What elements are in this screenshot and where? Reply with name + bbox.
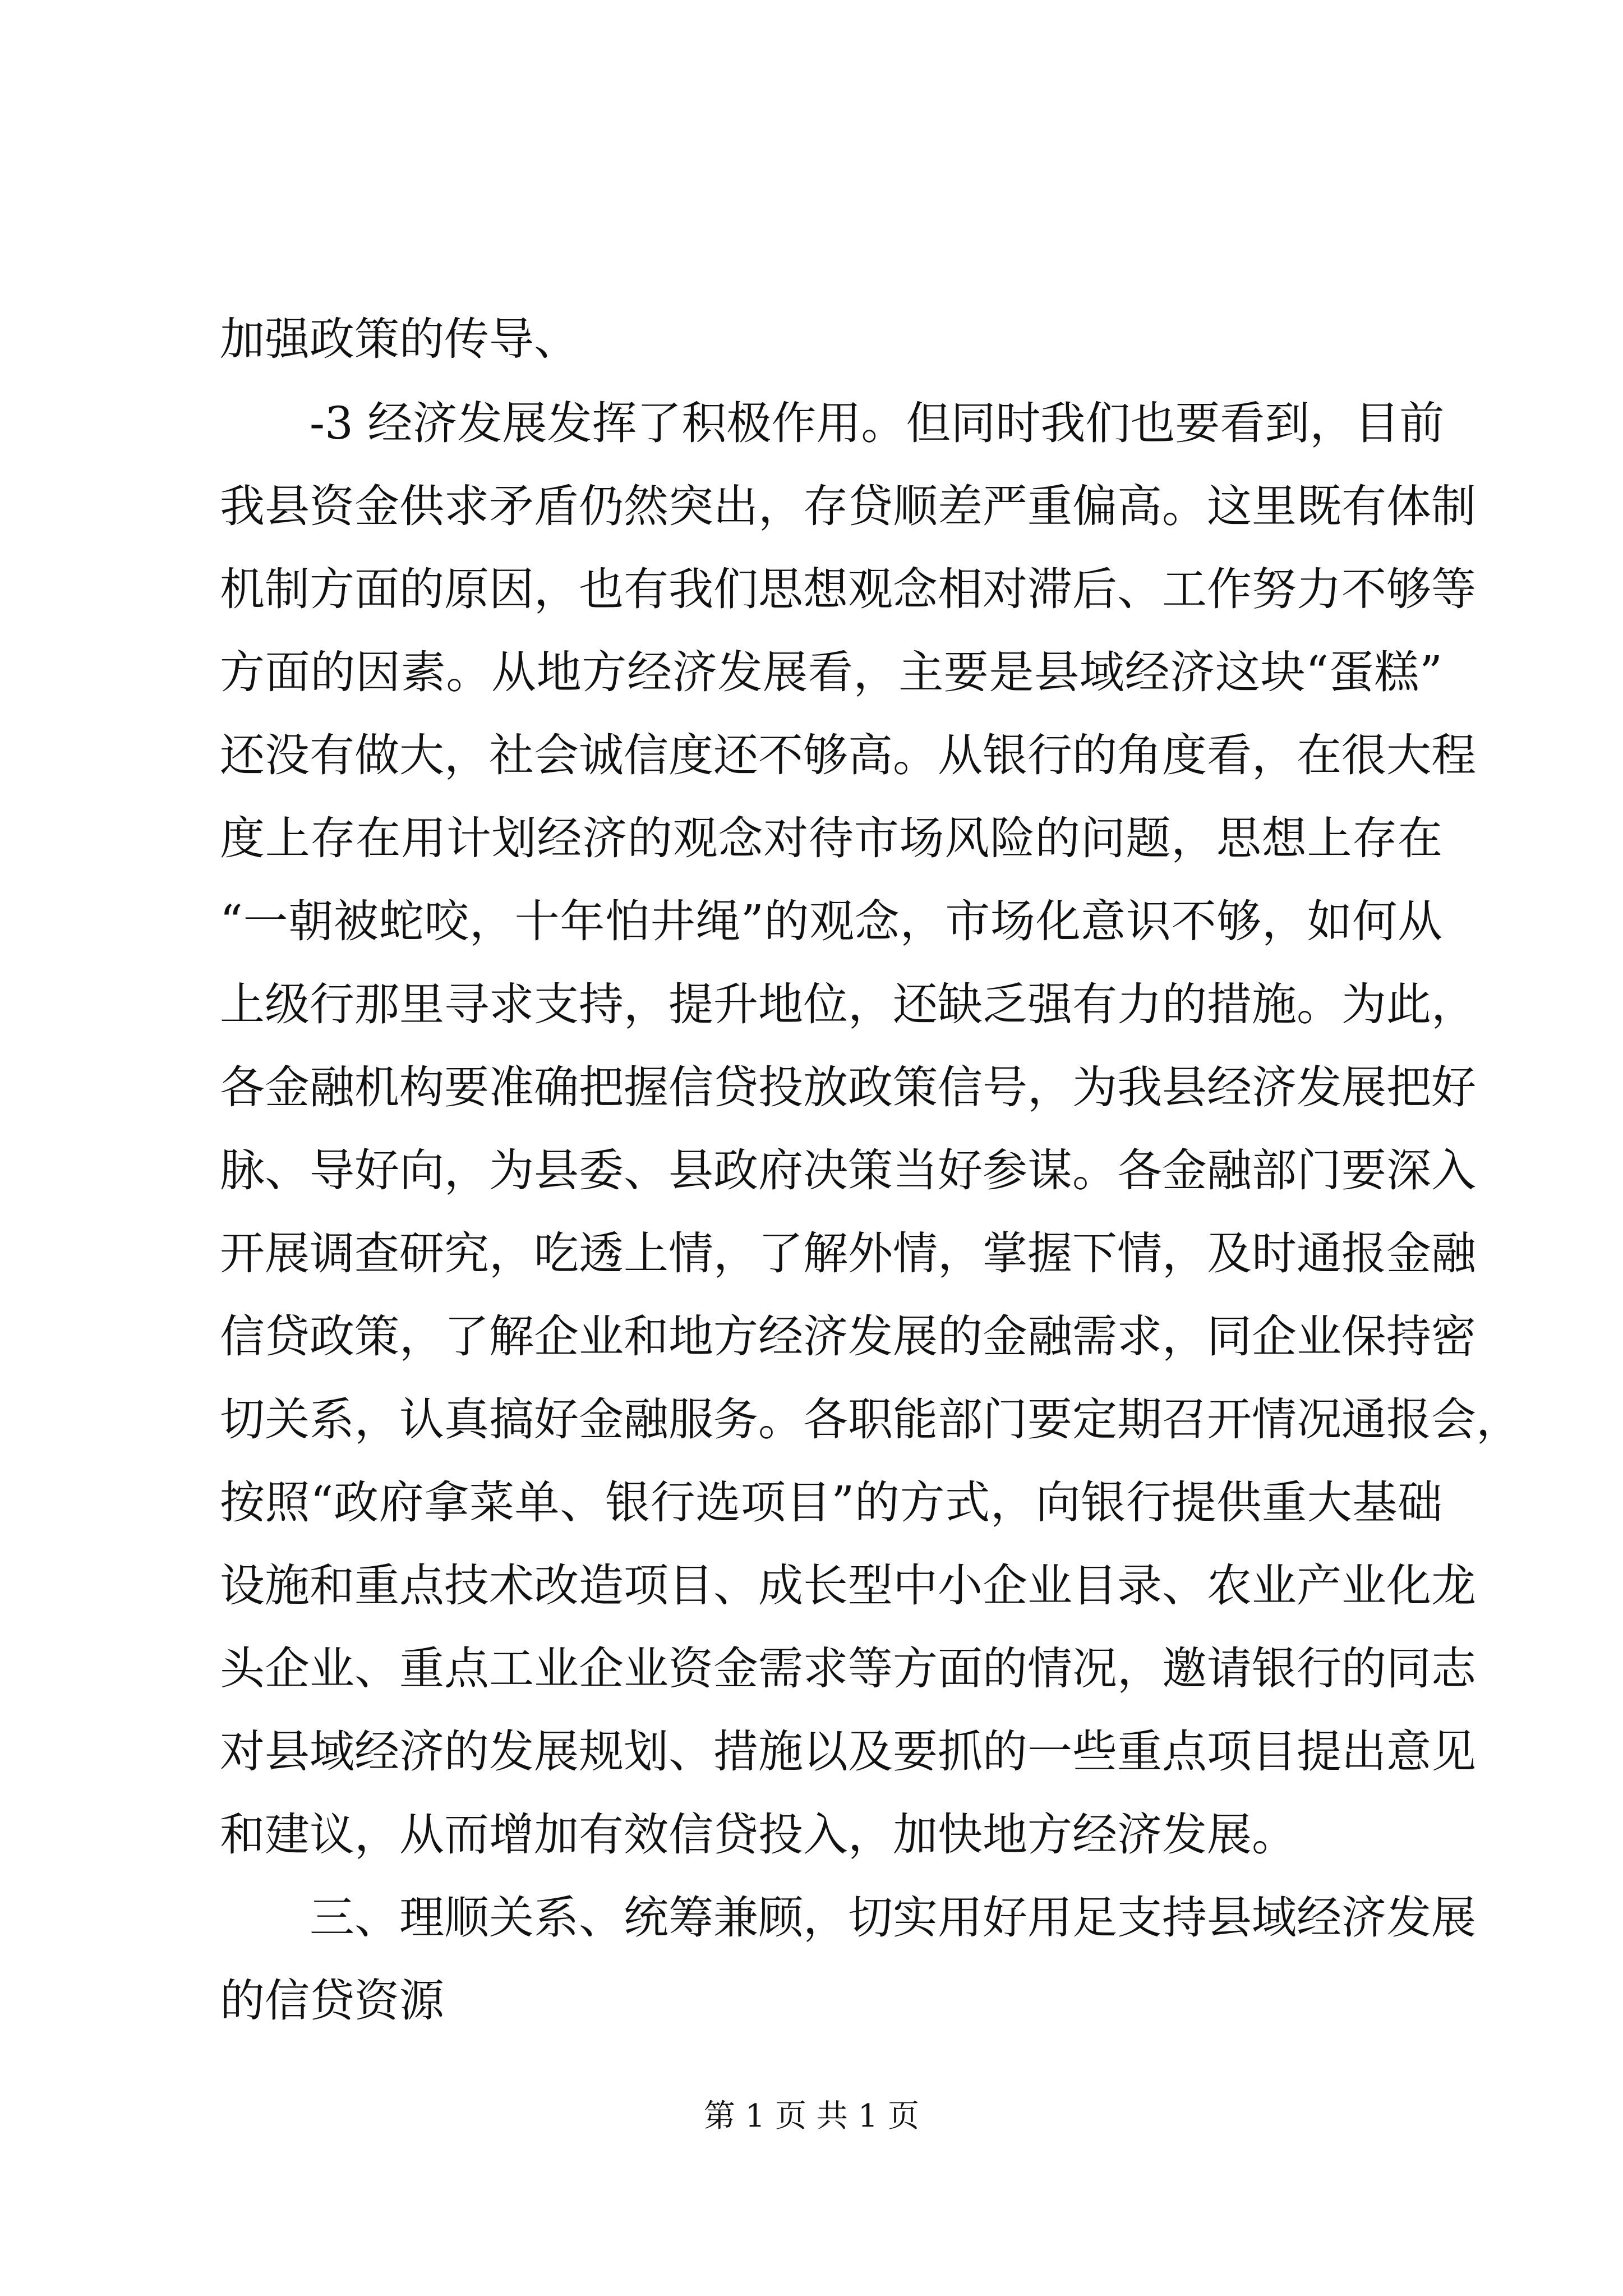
text-line-16: 设施和重点技术改造项目、成长型中小企业目录、农业产业化龙 [220, 1559, 1476, 1612]
text-line-3: 我县资金供求矛盾仍然突出，存贷顺差严重偏高。这里既有体制 [220, 480, 1476, 532]
text-line-11: 脉、导好向，为县委、县政府决策当好参谋。各金融部门要深入 [220, 1144, 1476, 1197]
text-line-8: “一朝被蛇咬，十年怕井绳”的观念，市场化意识不够，如何从 [220, 895, 1442, 947]
text-line-7: 度上存在用计划经济的观念对待市场风险的问题，思想上存在 [220, 812, 1442, 864]
text-line-12: 开展调查研究，吃透上情，了解外情，掌握下情，及时通报金融 [220, 1227, 1476, 1280]
text-line-1: 加强政策的传导、 [220, 313, 579, 365]
section-heading-line-1: 三、理顺关系、统筹兼顾，切实用好用足支持县域经济发展 [310, 1892, 1476, 1944]
text-line-10: 各金融机构要准确把握信贷投放政策信号，为我县经济发展把好 [220, 1061, 1476, 1114]
text-line-15: 按照“政府拿菜单、银行选项目”的方式，向银行提供重大基础 [220, 1476, 1442, 1529]
text-line-17: 头企业、重点工业企业资金需求等方面的情况，邀请银行的同志 [220, 1642, 1476, 1695]
text-line-19: 和建议，从而增加有效信贷投入，加快地方经济发展。 [220, 1809, 1297, 1861]
text-line-4: 机制方面的原因，也有我们思想观念相对滞后、工作努力不够等 [220, 563, 1476, 615]
text-line-18: 对县域经济的发展规划、措施以及要抓的一些重点项目提出意见 [220, 1726, 1476, 1778]
text-line-13: 信贷政策，了解企业和地方经济发展的金融需求，同企业保持密 [220, 1310, 1476, 1363]
text-line-9: 上级行那里寻求支持，提升地位，还缺乏强有力的措施。为此， [220, 978, 1476, 1030]
text-line-14: 切关系，认真搞好金融服务。各职能部门要定期召开情况通报会， [220, 1393, 1521, 1446]
page-footer: 第 1 页 共 1 页 [703, 2098, 920, 2134]
text-line-6: 还没有做大，社会诚信度还不够高。从银行的角度看，在很大程 [220, 729, 1476, 781]
text-line-2: -3 经济发展发挥了积极作用。但同时我们也要看到，目前 [310, 397, 1445, 449]
text-line-5: 方面的因素。从地方经济发展看，主要是县域经济这块“蛋糕” [220, 646, 1442, 698]
section-heading-line-2: 的信贷资源 [220, 1975, 444, 2027]
